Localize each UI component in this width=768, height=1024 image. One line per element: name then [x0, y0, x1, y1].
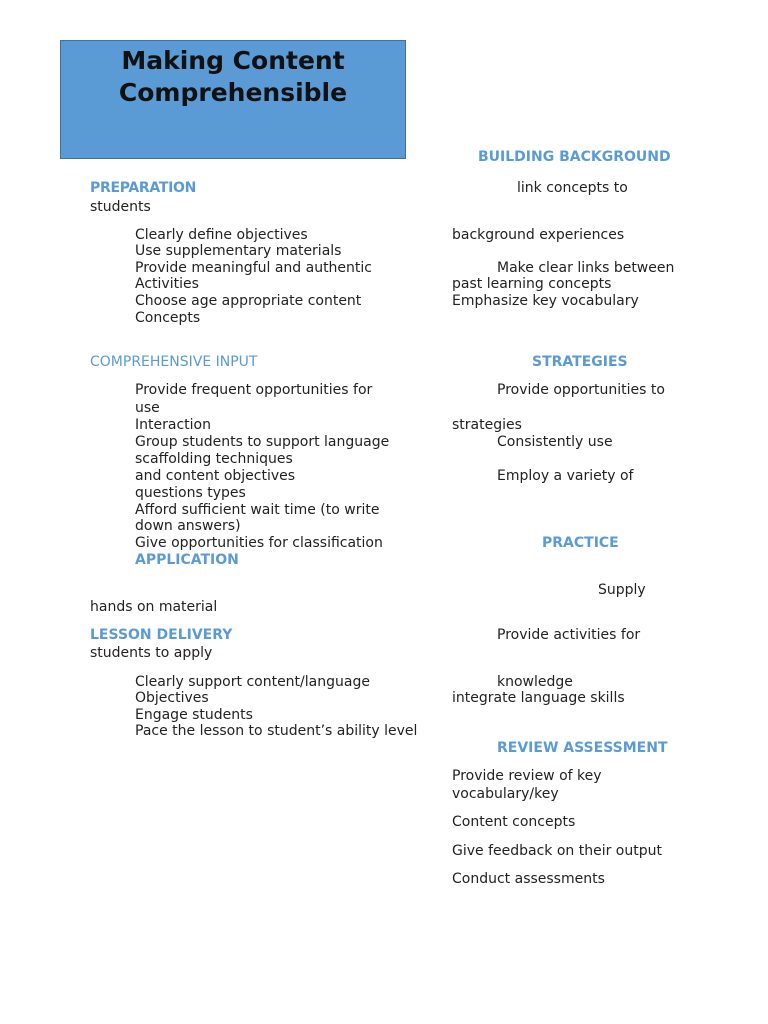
review-assessment-line: Conduct assessments — [452, 871, 605, 887]
comprehensive-input-item: Group students to support language — [135, 434, 390, 450]
comprehensive-input-item: Provide frequent opportunities for — [135, 382, 373, 398]
preparation-trailing: students — [90, 199, 151, 215]
practice-line: integrate language skills — [452, 690, 625, 706]
building-background-line: link concepts to — [517, 180, 628, 196]
preparation-item: Use supplementary materials — [135, 243, 342, 259]
review-assessment-line: Provide review of key — [452, 768, 602, 784]
preparation-item: Concepts — [135, 310, 201, 326]
application-heading: APPLICATION — [135, 552, 239, 568]
review-assessment-heading: REVIEW ASSESSMENT — [497, 740, 668, 756]
preparation-item: Choose age appropriate content — [135, 293, 362, 309]
strategies-heading: STRATEGIES — [532, 354, 628, 370]
strategies-line: Consistently use — [497, 434, 613, 450]
review-assessment-line: vocabulary/key — [452, 786, 559, 802]
lesson-delivery-item: Pace the lesson to student’s ability level — [135, 723, 418, 739]
comprehensive-input-item: use — [135, 400, 160, 416]
comprehensive-input-item: Afford sufficient wait time (to write — [135, 502, 380, 518]
review-assessment-line: Content concepts — [452, 814, 576, 830]
comprehensive-input-item: scaffolding techniques — [135, 451, 293, 467]
practice-line: Provide activities for — [497, 627, 641, 643]
building-background-line: Make clear links between — [497, 260, 675, 276]
building-background-line: Emphasize key vocabulary — [452, 293, 639, 309]
preparation-item: Provide meaningful and authentic — [135, 260, 372, 276]
strategies-line: strategies — [452, 417, 522, 433]
title-box — [60, 40, 406, 159]
review-assessment-line: Give feedback on their output — [452, 843, 662, 859]
strategies-line: Employ a variety of — [497, 468, 634, 484]
building-background-line: past learning concepts — [452, 276, 612, 292]
comprehensive-input-item: and content objectives — [135, 468, 296, 484]
lesson-delivery-item: Clearly support content/language — [135, 674, 370, 690]
comprehensive-input-item: Give opportunities for classification — [135, 535, 383, 551]
lesson-delivery-item: Engage students — [135, 707, 253, 723]
preparation-heading: PREPARATION — [90, 180, 197, 196]
application-trailing: hands on material — [90, 599, 218, 615]
practice-line: Supply — [598, 582, 646, 598]
preparation-item: Clearly define objectives — [135, 227, 308, 243]
lesson-delivery-item: Objectives — [135, 690, 209, 706]
comprehensive-input-item: Interaction — [135, 417, 211, 433]
practice-heading: PRACTICE — [542, 535, 619, 551]
lesson-delivery-trailing: students to apply — [90, 645, 213, 661]
comprehensive-input-heading: COMPREHENSIVE INPUT — [90, 354, 258, 370]
building-background-heading: BUILDING BACKGROUND — [478, 149, 671, 165]
preparation-item: Activities — [135, 276, 199, 292]
comprehensive-input-item: down answers) — [135, 518, 241, 534]
building-background-line: background experiences — [452, 227, 625, 243]
lesson-delivery-heading: LESSON DELIVERY — [90, 627, 233, 643]
practice-line: knowledge — [497, 674, 573, 690]
comprehensive-input-item: questions types — [135, 485, 246, 501]
strategies-line: Provide opportunities to — [497, 382, 665, 398]
title-line-1: Making Content — [121, 46, 345, 75]
title-line-2: Comprehensible — [118, 78, 348, 107]
